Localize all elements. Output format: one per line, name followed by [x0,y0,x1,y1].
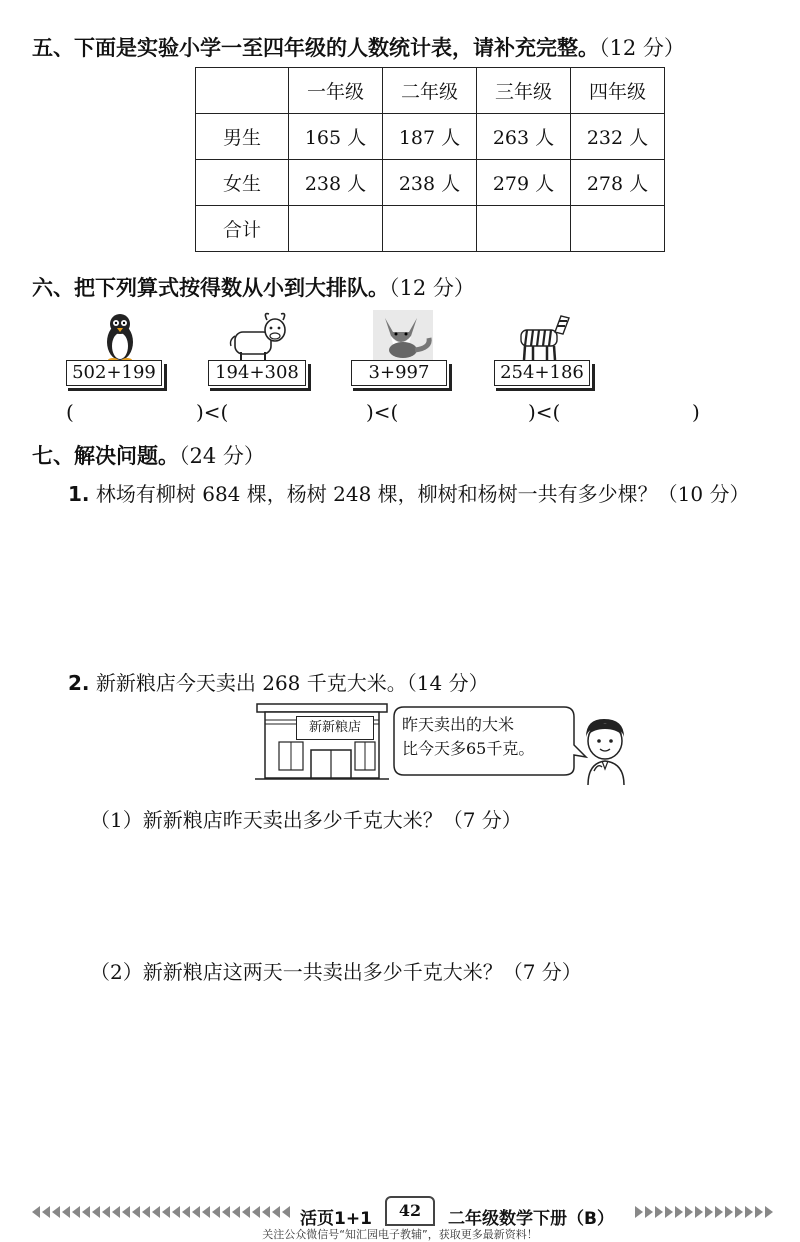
cow-icon [225,310,295,362]
expression-box: 502+199 [66,360,162,386]
table-cell: 263 人 [477,114,571,160]
table-cell: 278 人 [571,160,665,206]
table-cell: 232 人 [571,114,665,160]
answer-cell[interactable] [571,206,665,252]
table-header-cell: 一年级 [289,68,383,114]
section6-title: 六、把下列算式按得数从小到大排队。（12 分） [32,276,475,300]
table-header-cell: 二年级 [383,68,477,114]
question-2-part-2: （2）新新粮店这两天一共卖出多少千克大米？（7 分） [90,960,582,984]
table-corner-cell [196,68,289,114]
penguin-icon [85,310,155,362]
question-1: 1. 林场有柳树 684 棵，杨树 248 棵，柳树和杨树一共有多少棵？（10 分） [68,482,750,506]
table-row-total [196,206,665,252]
answer-cell[interactable] [289,206,383,252]
boy-icon [578,715,634,787]
answer-cell[interactable] [477,206,571,252]
stats-table [195,67,665,252]
table-header-cell: 三年级 [477,68,571,114]
order-open: ( [66,400,74,424]
expression-box: 194+308 [208,360,306,386]
section5-title: 五、下面是实验小学一至四年级的人数统计表，请补充完整。（12 分） [32,36,685,60]
table-row-boys [196,114,665,160]
row-label: 合计 [196,206,289,252]
answer-cell[interactable] [383,206,477,252]
zebra-icon [515,310,585,362]
book-label: 活页1+1 [300,1209,372,1229]
order-close: ) [692,400,700,424]
order-separator: )<( [528,400,561,424]
table-cell: 279 人 [477,160,571,206]
grain-shop-illustration [255,700,390,782]
table-header-cell: 四年级 [571,68,665,114]
page-number: 42 [385,1196,435,1226]
expression-box: 3+997 [351,360,447,386]
table-cell: 187 人 [383,114,477,160]
question-2-part-1: （1）新新粮店昨天卖出多少千克大米？（7 分） [90,808,522,832]
row-label: 女生 [196,160,289,206]
fox-icon [373,310,443,362]
row-label: 男生 [196,114,289,160]
speech-text: 昨天卖出的大米 比今天多65千克。 [402,715,535,758]
table-header-row [196,68,665,114]
footer-note: 关注公众微信号“知汇园电子教辅”，获取更多最新资料！ [262,1228,538,1241]
expression-box: 254+186 [494,360,590,386]
order-separator: )<( [196,400,229,424]
table-cell: 238 人 [383,160,477,206]
shop-sign: 新新粮店 [296,716,374,740]
question-2: 2. 新新粮店今天卖出 268 千克大米。（14 分） [68,671,489,695]
table-cell: 165 人 [289,114,383,160]
section7-title: 七、解决问题。（24 分） [32,444,265,468]
order-separator: )<( [366,400,399,424]
grade-label: 二年级数学下册（B） [448,1209,614,1229]
table-cell: 238 人 [289,160,383,206]
table-row-girls [196,160,665,206]
